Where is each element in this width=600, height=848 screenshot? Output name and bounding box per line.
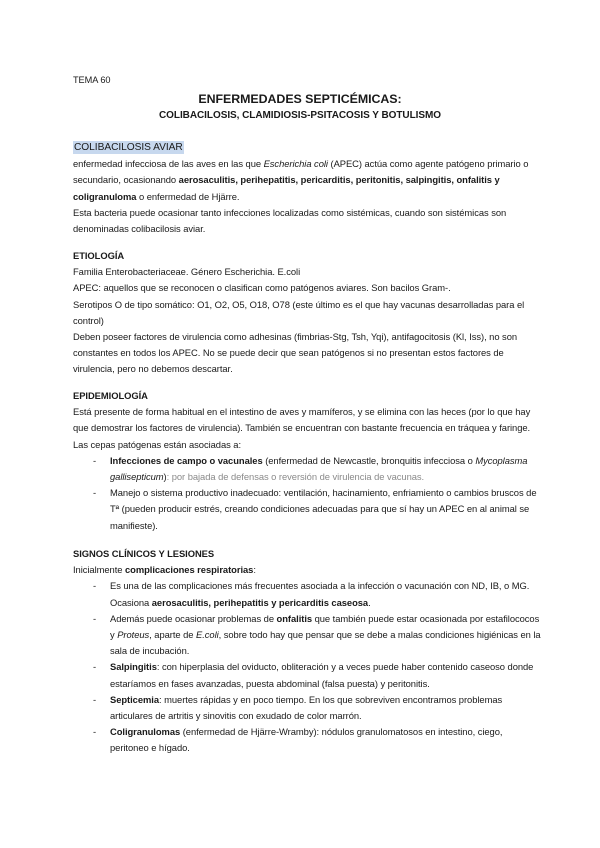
colibacilosis-second-paragraph: Esta bacteria puede ocasionar tanto infecciones localizadas como sistémicas, cuando son sistémicas son denominadas colibacilosis aviar. xyxy=(73,206,507,235)
colibacilosis-section xyxy=(73,139,543,237)
epidemiologia-list xyxy=(73,453,543,534)
list-item: - Septicemia: muertes rápidas y en poco tiempo. En los que sobreviven encontramos problemas articulares de artritis y sinovitis con exudado de color marrón. xyxy=(73,692,543,724)
topic-number: TEMA 60 xyxy=(73,75,111,85)
epidemiologia-section xyxy=(73,388,543,534)
colibacilosis-heading xyxy=(73,139,543,156)
list-item: - Además puede ocasionar problemas de onfalitis que también puede estar ocasionada por estafilococos y Proteus, aparte de E.coli, sobre todo hay que pensar que se debe a malas condiciones higiénicas en la sala de incubación. xyxy=(73,611,543,660)
list-item: - Infecciones de campo o vacunales (enfermedad de Newcastle, bronquitis infecciosa o Mycoplasma gallisepticum): por bajada de defensas o reversión de virulencia de vacunas. xyxy=(73,453,543,485)
etiologia-line-2: APEC: aquellos que se reconocen o clasifican como patógenos aviares. Son bacilos Gram-. xyxy=(73,282,451,294)
signos-section xyxy=(73,546,543,757)
list-item: - Es una de las complicaciones más frecuentes asociada a la infección o vacunación con ND, IB, o MG. Ocasiona aerosaculitis, perihepatitis y pericarditis caseosa. xyxy=(73,578,543,610)
etiologia-line-4: Deben poseer factores de virulencia como adhesinas (fimbrias-Stg, Tsh, Yqi), antifagocitosis (Kl, Iss), no son constantes en todos los APEC. No se puede decir que sean patógenos si no presentan estos factores de virulencia, pero no debemos descartar. xyxy=(73,331,518,375)
etiologia-section xyxy=(73,248,543,378)
list-item: - Salpingitis: con hiperplasia del oviducto, obliteración y a veces puede haber contenido caseoso donde estaríamos en fases avanzadas, puesta abdominal (falsa puesta) y peritonitis. xyxy=(73,659,543,691)
etiologia-heading: ETIOLOGÍA xyxy=(73,250,125,261)
epidemiologia-heading: EPIDEMIOLOGÍA xyxy=(73,390,148,401)
epidemiologia-paragraph: Está presente de forma habitual en el intestino de aves y mamíferos, y se elimina con las heces (por lo que hay que demostrar los factores de virulencia). También se encuentran con bastante frecuencia en tráquea y faringe. Las cepas patógenas están asociadas a: xyxy=(73,406,531,450)
etiologia-line-3: Serotipos O de tipo somático: O1, O2, O5, O18, O78 (este último es el que hay vacunas desarrolladas para el control) xyxy=(73,298,525,326)
page-title: ENFERMEDADES SEPTICÉMICAS: xyxy=(198,92,402,106)
list-item: - Coligranulomas (enfermedad de Hjärre-Wramby): nódulos granulomatosos en intestino, ciego, peritoneo e hígado. xyxy=(73,724,543,756)
colibacilosis-intro-paragraph: enfermedad infecciosa de las aves en las que Escherichia coli (APEC) actúa como agente patógeno primario o secundario, ocasionando aerosaculitis, perihepatitis, pericarditis, peritonitis, salpingitis, onfalitis y coligranuloma o enfermedad de Hjärre. xyxy=(73,158,529,202)
signos-heading: SIGNOS CLÍNICOS Y LESIONES xyxy=(73,548,215,559)
signos-list xyxy=(73,578,543,756)
signos-intro: Inicialmente complicaciones respiratorias: xyxy=(73,564,256,576)
list-item: - Manejo o sistema productivo inadecuado: ventilación, hacinamiento, enfriamiento o cambios bruscos de Tª (pueden producir estrés, creando condiciones adecuadas para que sí hay un APEC en al animal se manifieste). xyxy=(73,485,543,534)
etiologia-line-1: Familia Enterobacteriaceae. Género Escherichia. E.coli xyxy=(73,266,301,278)
highlighted-heading: COLIBACILOSIS AVIAR xyxy=(74,142,183,153)
page-subtitle: COLIBACILOSIS, CLAMIDIOSIS-PSITACOSIS Y BOTULISMO xyxy=(158,110,441,121)
